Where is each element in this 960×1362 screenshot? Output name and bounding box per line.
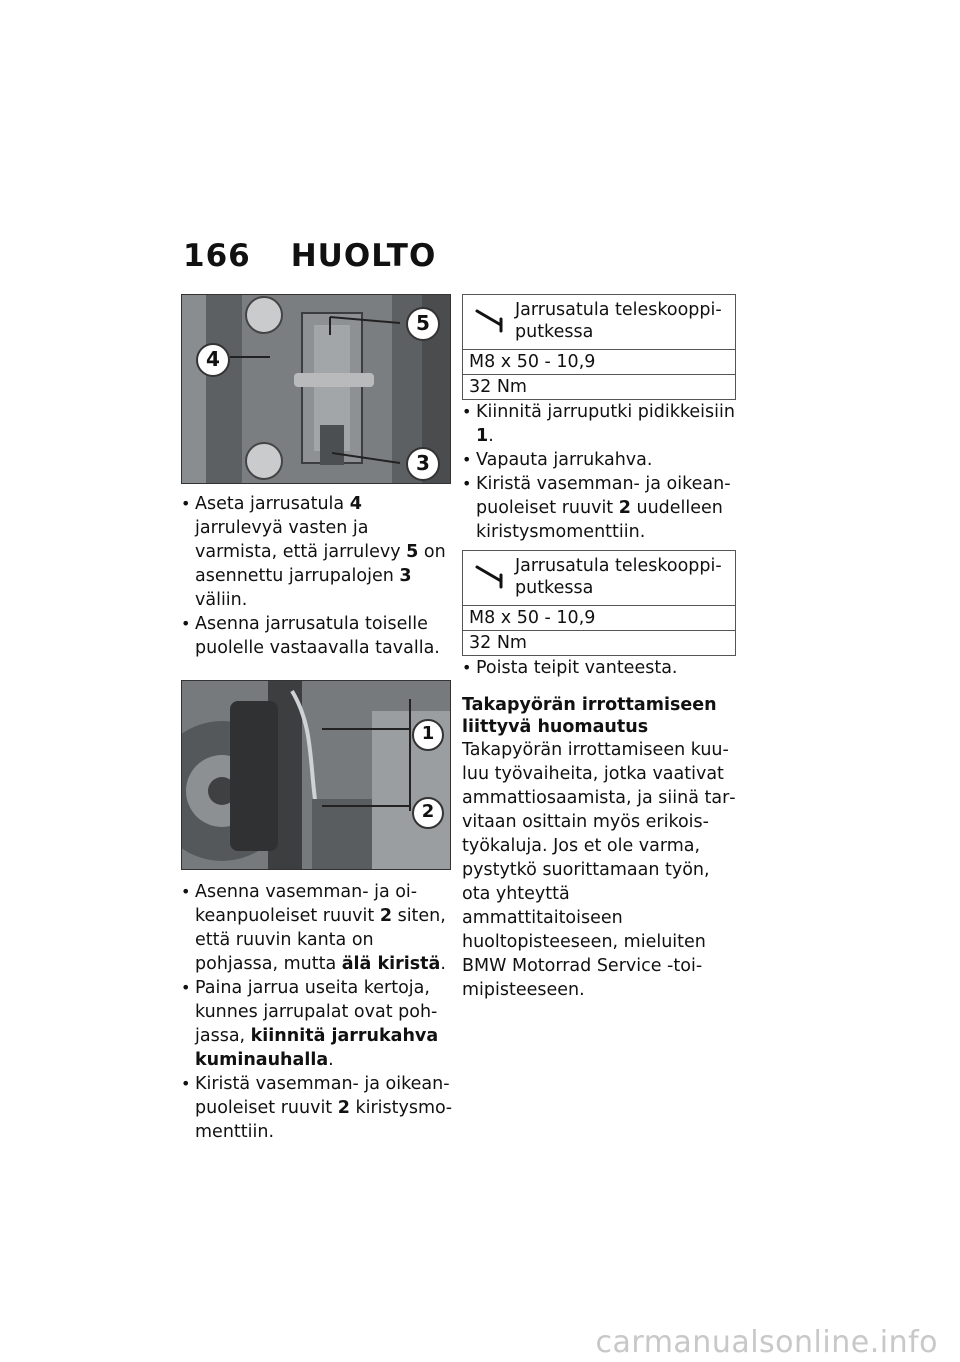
list-item	[462, 448, 736, 472]
emphasis-text: 3	[399, 566, 412, 586]
brake-line-illustration	[182, 681, 451, 870]
list-item	[181, 976, 453, 1072]
instruction-list	[181, 492, 453, 660]
section-subheading: Takapyörän irrottamiseen liittyvä huomautus	[462, 695, 717, 737]
item-text: kiristysmomenttiin.	[195, 1098, 453, 1142]
emphasis-text: 2	[379, 906, 393, 926]
emphasis-text: älä kiristä	[341, 954, 441, 974]
spec-title: Jarrusatula teleskooppiputkessa	[515, 300, 722, 342]
torque-spec-box	[462, 550, 736, 656]
list-item	[462, 656, 736, 680]
item-text: Kiristä vasemman- ja oikeanpuoleiset ruuvit	[476, 474, 731, 518]
item-text: Kiristä vasemman- ja oikeanpuoleiset ruuvit	[195, 1074, 450, 1118]
callout-1: 1	[412, 719, 444, 751]
item-text: .	[440, 954, 446, 974]
left-column	[181, 294, 453, 1144]
torque-wrench-icon	[475, 307, 507, 333]
item-text: uudelleen kiristysmomenttiin.	[476, 498, 723, 542]
item-text: .	[328, 1050, 334, 1070]
instruction-list	[462, 656, 736, 680]
spec-torque: 32 Nm	[469, 377, 527, 397]
emphasis-text: 4	[349, 494, 362, 514]
instruction-list	[181, 880, 453, 1144]
item-text: siten, että ruuvin kanta on pohjassa, mutta	[195, 906, 446, 974]
callout-2: 2	[412, 797, 444, 829]
section-title: HUOLTO	[290, 238, 437, 274]
item-text: Aseta jarrusatula	[195, 494, 350, 514]
brake-caliper-photo	[181, 294, 451, 484]
emphasis-text: 5	[406, 542, 419, 562]
item-text: Kiinnitä jarruputki pidikkeisiin	[476, 402, 735, 422]
item-text: Poista teipit vanteesta.	[476, 658, 678, 678]
spec-bolt: M8 x 50 - 10,9	[463, 350, 735, 375]
page-header	[183, 238, 436, 274]
note-paragraph: Takapyörän irrottamiseen kuuluu työvaiheita, jotka vaativat ammattiosaamista, ja siinä tarvitaan osittain myös erikoistyökaluja. Jos et ole varma, pystytkö suorittamaan työn, ota yhteyttä ammattitaitoiseen huoltopisteeseen, mieluiten BMW Motorrad Service -toimipisteeseen.	[462, 740, 736, 1000]
item-text: Asenna vasemman- ja oikeanpuoleiset ruuvit	[195, 882, 418, 926]
spec-bolt: M8 x 50 - 10,9	[463, 606, 735, 631]
list-item	[181, 492, 453, 612]
list-item	[181, 880, 453, 976]
torque-wrench-icon	[475, 563, 507, 589]
item-text: on asennettu jarrupalojen	[195, 542, 446, 586]
brake-line-photo	[181, 680, 451, 870]
item-text: .	[488, 426, 494, 446]
instruction-list	[462, 400, 736, 544]
list-item	[181, 612, 453, 660]
page-number: 166	[183, 238, 251, 274]
item-text: Asenna jarrusatula toiselle puolelle vastaavalla tavalla.	[195, 614, 440, 658]
list-item	[181, 1072, 453, 1144]
watermark: carmanualsonline.info	[595, 1325, 938, 1360]
spec-torque: 32 Nm	[469, 633, 527, 653]
callout-4: 4	[196, 343, 230, 377]
spec-title: Jarrusatula teleskooppiputkessa	[515, 556, 722, 598]
spec-title-row	[463, 295, 735, 350]
spec-title-row	[463, 551, 735, 606]
callout-5: 5	[406, 307, 440, 341]
callout-3: 3	[406, 447, 440, 481]
emphasis-text: 2	[337, 1098, 350, 1118]
emphasis-text: 2	[618, 498, 631, 518]
item-text: Vapauta jarrukahva.	[476, 450, 653, 470]
emphasis-text: 1	[476, 426, 489, 446]
item-text: jarrulevyä vasten ja varmista, että jarrulevy	[195, 518, 407, 562]
item-text: Paina jarrua useita kertoja, kunnes jarrupalat ovat pohjassa,	[195, 978, 438, 1046]
item-text: väliin.	[195, 590, 248, 610]
emphasis-text: kiinnitä jarrukahva kuminauhalla	[195, 1026, 439, 1070]
list-item	[462, 400, 736, 448]
list-item	[462, 472, 736, 544]
right-column	[462, 294, 736, 1002]
torque-spec-box	[462, 294, 736, 400]
